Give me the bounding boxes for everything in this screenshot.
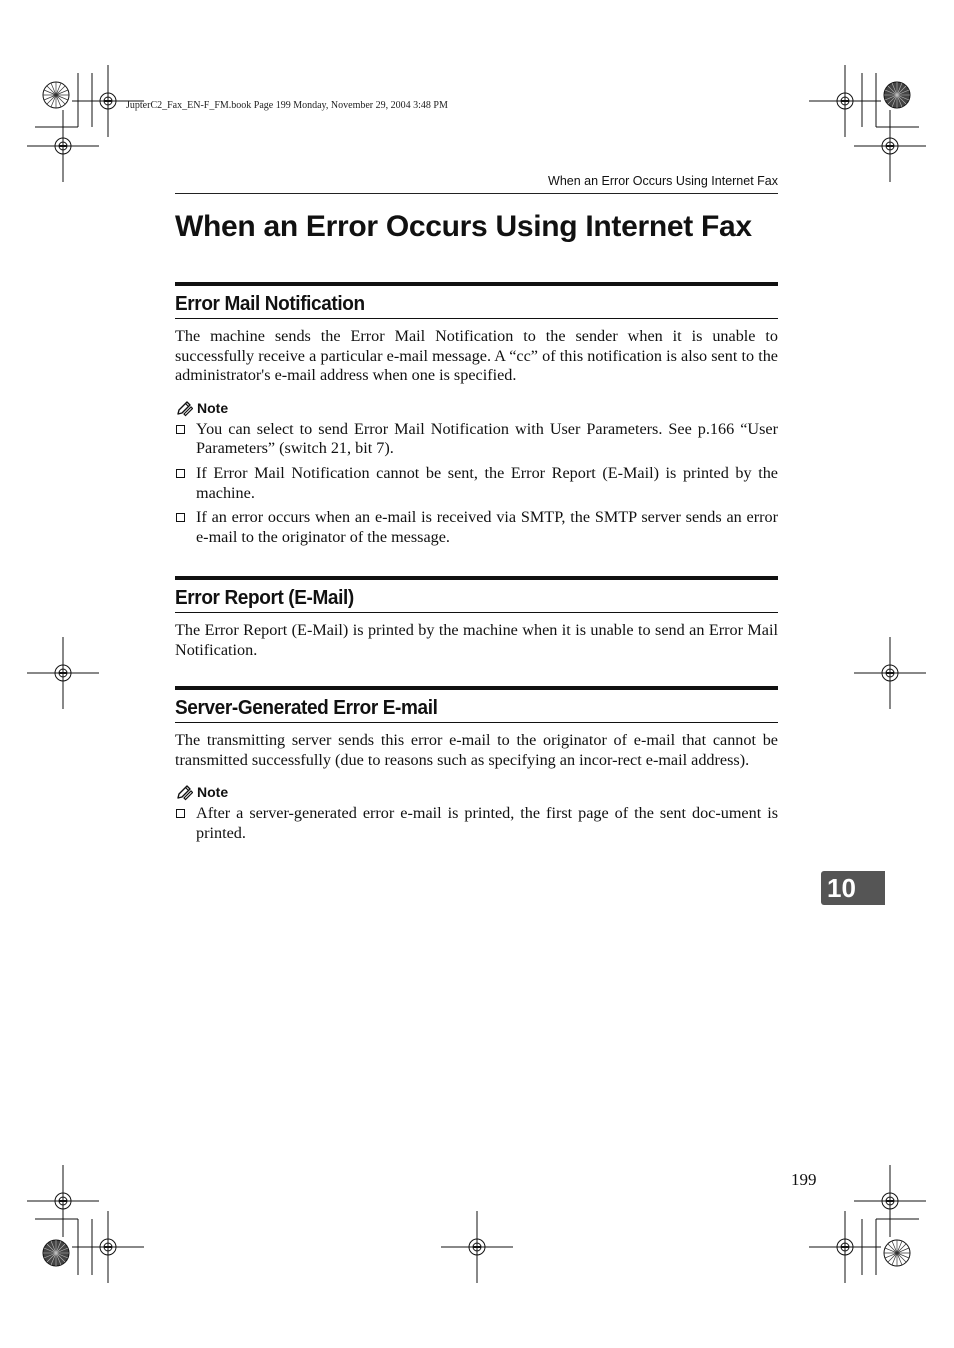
note-item xyxy=(175,420,778,459)
note-text: You can select to send Error Mail Notification with User Parameters. See p.166 “User Parameters” (switch 21, bit 7). xyxy=(196,419,778,458)
checkbox-bullet-icon xyxy=(176,513,185,522)
note-list xyxy=(175,420,778,548)
checkbox-bullet-icon xyxy=(176,469,185,478)
pencil-icon xyxy=(175,399,193,417)
section-paragraph: The Error Report (E-Mail) is printed by the machine when it is unable to send an Error Mail Notification. xyxy=(175,621,778,659)
note-item xyxy=(175,508,778,547)
note-item xyxy=(175,464,778,503)
section-paragraph: The transmitting server sends this error e-mail to the originator of e-mail that cannot be transmitted successfully (due to reasons such as specifying an incor-rect e-mail address). xyxy=(175,731,778,769)
section-heading-bar xyxy=(175,576,778,613)
section-error-mail-notification xyxy=(175,282,778,552)
page-number: 199 xyxy=(791,1170,817,1189)
running-header: When an Error Occurs Using Internet Fax xyxy=(175,174,778,194)
chapter-tab: 10 xyxy=(821,871,885,905)
note-header xyxy=(175,399,778,417)
checkbox-bullet-icon xyxy=(176,809,185,818)
note-text: After a server-generated error e-mail is printed, the first page of the sent doc-ument is printed. xyxy=(196,804,778,842)
note-header xyxy=(175,783,778,801)
note-text: If Error Mail Notification cannot be sent, the Error Report (E-Mail) is printed by the machine. xyxy=(196,463,778,502)
note-label: Note xyxy=(197,399,229,416)
page-title: When an Error Occurs Using Internet Fax xyxy=(175,210,752,243)
note-list xyxy=(175,804,778,843)
section-heading: Error Mail Notification xyxy=(175,293,365,315)
section-heading: Server-Generated Error E-mail xyxy=(175,697,438,719)
note-label: Note xyxy=(197,784,229,801)
section-heading-bar xyxy=(175,282,778,319)
note-text: If an error occurs when an e-mail is received via SMTP, the SMTP server sends an error e-mail to the originator of the message. xyxy=(196,508,778,546)
section-paragraph: The machine sends the Error Mail Notification to the sender when it is unable to successfully receive a particular e-mail message. A “cc” of this notification is also sent to the administrator's e-mail address when one is specified. xyxy=(175,327,778,385)
section-heading: Error Report (E-Mail) xyxy=(175,587,354,609)
file-info: JupterC2_Fax_EN-F_FM.book Page 199 Monday, November 29, 2004 3:48 PM xyxy=(126,100,448,111)
pencil-icon xyxy=(175,783,193,801)
checkbox-bullet-icon xyxy=(176,425,185,434)
note-item xyxy=(175,804,778,843)
section-heading-bar xyxy=(175,686,778,723)
section-server-generated-error-email xyxy=(175,686,778,848)
section-error-report-email xyxy=(175,576,778,660)
